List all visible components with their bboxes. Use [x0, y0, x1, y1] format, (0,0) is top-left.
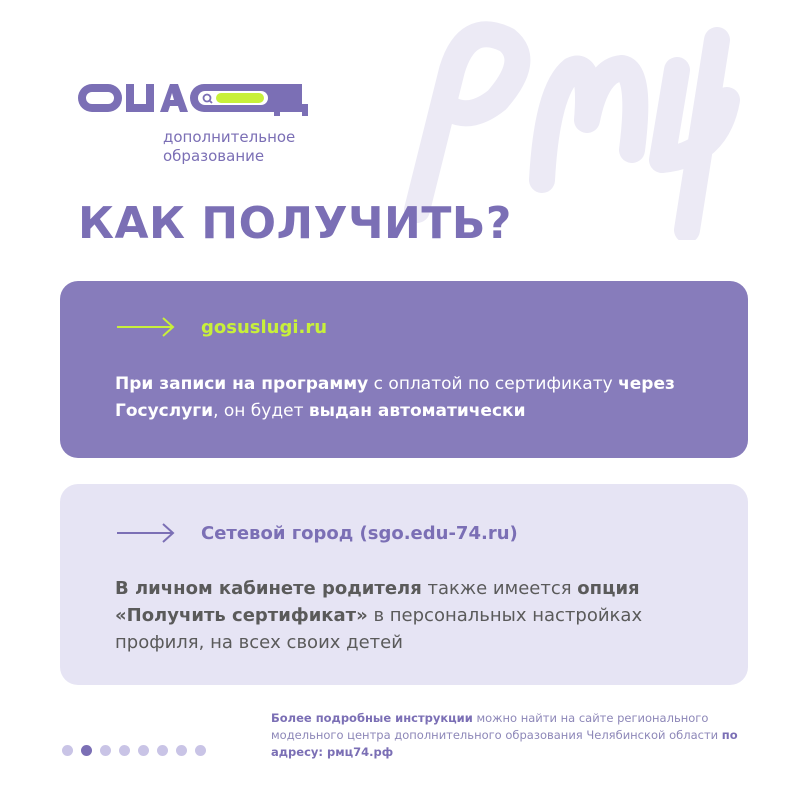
arrow-right-icon — [115, 521, 177, 545]
bold-text-segment: выдан автоматически — [308, 401, 526, 421]
pagination-dot[interactable] — [157, 745, 168, 756]
info-card-gosuslugi — [60, 281, 748, 458]
logo-subtitle — [163, 128, 295, 166]
pagination-dot[interactable] — [81, 745, 92, 756]
bold-text-segment: по адресу: рмц74.рф — [271, 728, 738, 759]
info-card-sgo — [60, 484, 748, 685]
bold-text-segment: При записи на программу — [115, 374, 369, 394]
logo-subtitle-line2: образование — [163, 147, 265, 165]
card-header — [115, 315, 327, 339]
card-description — [115, 575, 708, 656]
text-segment: , он будет — [213, 401, 309, 421]
arrow-right-icon — [115, 315, 177, 339]
card-title-link[interactable]: gosuslugi.ru — [201, 316, 328, 338]
text-segment: можно найти на сайте регионального модельного центра дополнительного образования Челябинской области — [271, 711, 722, 742]
text-segment: в персональных настройках профиля, на всех своих детей — [115, 605, 643, 653]
pagination-dots — [62, 745, 206, 756]
pagination-dot[interactable] — [119, 745, 130, 756]
bold-text-segment: через Госуслуги — [115, 374, 675, 421]
logo — [78, 78, 318, 118]
pagination-dot[interactable] — [62, 745, 73, 756]
text-segment: также имеется — [421, 578, 578, 599]
bold-text-segment: опция «Получить сертификат» — [115, 578, 640, 626]
text-segment: с оплатой по сертификату — [368, 374, 619, 394]
footnote-text — [271, 710, 771, 761]
bold-text-segment: Более подробные инструкции — [271, 711, 473, 725]
pagination-dot[interactable] — [100, 745, 111, 756]
logo-subtitle-line1: дополнительное — [163, 128, 296, 146]
card-header — [115, 521, 518, 545]
bold-text-segment: В личном кабинете родителя — [115, 578, 422, 599]
card-title-link[interactable]: Сетевой город (sgo.edu-74.ru) — [201, 522, 518, 544]
pagination-dot[interactable] — [195, 745, 206, 756]
pagination-dot[interactable] — [138, 745, 149, 756]
page-title: КАК ПОЛУЧИТЬ? — [78, 198, 512, 249]
pagination-dot[interactable] — [176, 745, 187, 756]
card-description — [115, 371, 708, 425]
logo-wordmark — [78, 78, 318, 118]
